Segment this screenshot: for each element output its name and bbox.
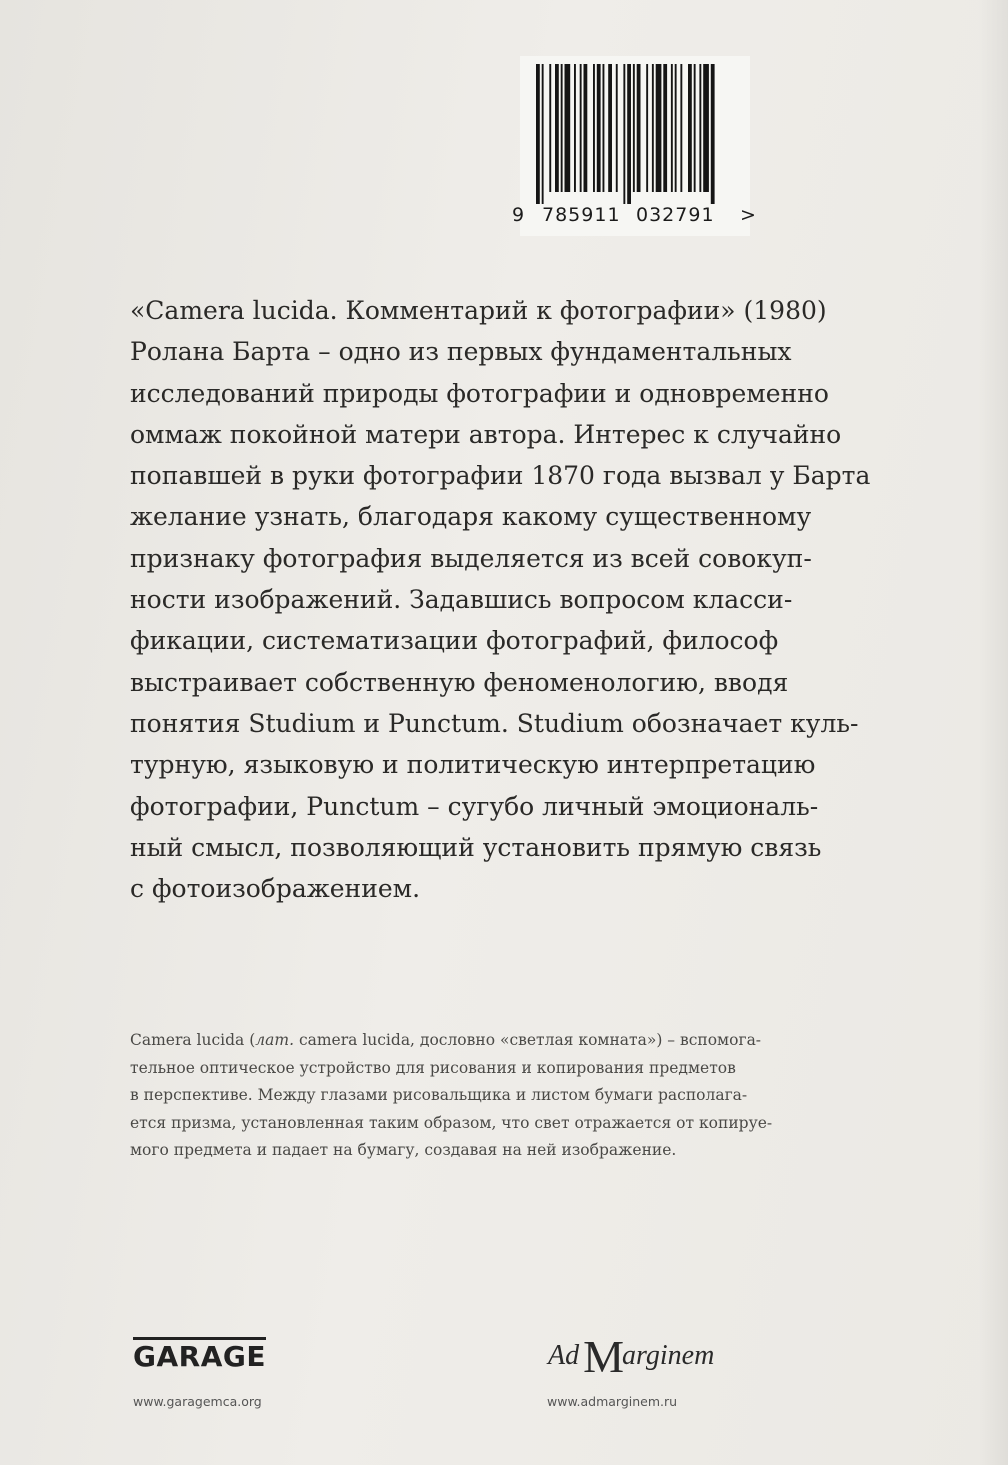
barcode-bar [623,64,625,204]
book-description [130,290,890,909]
garage-logo: GARAGE [133,1337,266,1372]
isbn-right-group: 032791 [636,204,715,226]
cover-edge-shadow [978,0,1008,1465]
description-line: понятия Studium и Punctum. Studium обозначает куль- [130,708,859,738]
description-line: исследований природы фотографии и одновременно [130,378,829,408]
footnote-term: Camera lucida ( [130,1031,256,1049]
footnote-latin-abbr: лат. [255,1031,295,1049]
description-line: Ролана Барта – одно из первых фундаментальных [130,337,792,367]
description-line: попавшей в руки фотографии 1870 года вызвал у Барта [130,461,871,491]
camera-lucida-footnote [130,1027,890,1165]
isbn-first-digit: 9 [512,204,526,226]
footnote-line [130,1027,890,1055]
description-line: выстраивает собственную феноменологию, вводя [130,667,789,697]
barcode-bar [633,64,635,192]
barcode-bar [536,64,540,204]
barcode-bars [536,64,736,204]
ad-marginem-url: www.admarginem.ru [547,1394,678,1409]
footnote-definition-start: camera lucida, дословно «светлая комната») – вспомога- [294,1031,762,1049]
description-line: турную, языковую и политическую интерпретацию [130,750,816,780]
barcode-bar [637,64,641,192]
description-line: фикации, систематизации фотографий, философ [130,626,779,656]
barcode-bar [627,64,631,204]
logo-ad: Ad [548,1340,580,1371]
footnote-line: ется призма, установленная таким образом, что свет отражается от копируе- [130,1113,773,1132]
barcode-bar [680,64,682,192]
barcode-bar [711,64,715,204]
barcode-bar [675,64,677,192]
barcode-bar [593,64,595,192]
garage-url: www.garagemca.org [133,1394,262,1409]
barcode-bar [580,64,582,192]
footnote-line: в перспективе. Между глазами рисовальщика и листом бумаги располага- [130,1086,748,1104]
barcode-bar [549,64,551,192]
isbn-left-group: 785911 [542,204,621,226]
barcode-bar [703,64,709,192]
footnote-line: мого предмета и падает на бумагу, создавая на ней изображение. [130,1141,677,1159]
description-line: желание узнать, благодаря какому существенному [130,502,812,532]
barcode-bar [656,64,662,192]
ad-marginem-logo [548,1322,715,1382]
barcode-bar [574,64,576,192]
barcode-bar [561,64,563,192]
description-line: фотографии, Punctum – сугубо личный эмоциональ- [130,791,819,821]
barcode-bar [694,64,696,192]
footnote-line: тельное оптическое устройство для рисования и копирования предметов [130,1058,736,1077]
description-line: оммаж покойной матери автора. Интерес к случайно [130,419,842,449]
barcode-bar [603,64,605,192]
description-line: ности изображений. Задавшись вопросом класси- [130,585,793,615]
barcode-bar [699,64,701,192]
logo-arginem: arginem [622,1340,715,1371]
description-line: признаку фотография выделяется из всей совокуп- [130,543,812,573]
barcode-bar [688,64,692,192]
barcode-bar [646,64,648,192]
barcode-bar [565,64,571,192]
barcode-bar [616,64,618,192]
barcode-bar [542,64,544,204]
barcode-bar [608,64,612,192]
barcode-bar [663,64,667,192]
isbn-barcode [512,56,757,236]
barcode-bar [671,64,673,192]
barcode-bar [584,64,588,192]
barcode-bar [597,64,601,192]
description-line: «Camera lucida. Комментарий к фотографии» (1980) [130,296,827,325]
barcode-bar [555,64,559,192]
logo-m: M [583,1331,625,1382]
isbn-arrow: > [740,204,757,226]
description-line: ный смысл, позволяющий установить прямую связь [130,832,822,862]
description-line: с фотоизображением. [130,874,421,904]
barcode-bar [652,64,654,192]
